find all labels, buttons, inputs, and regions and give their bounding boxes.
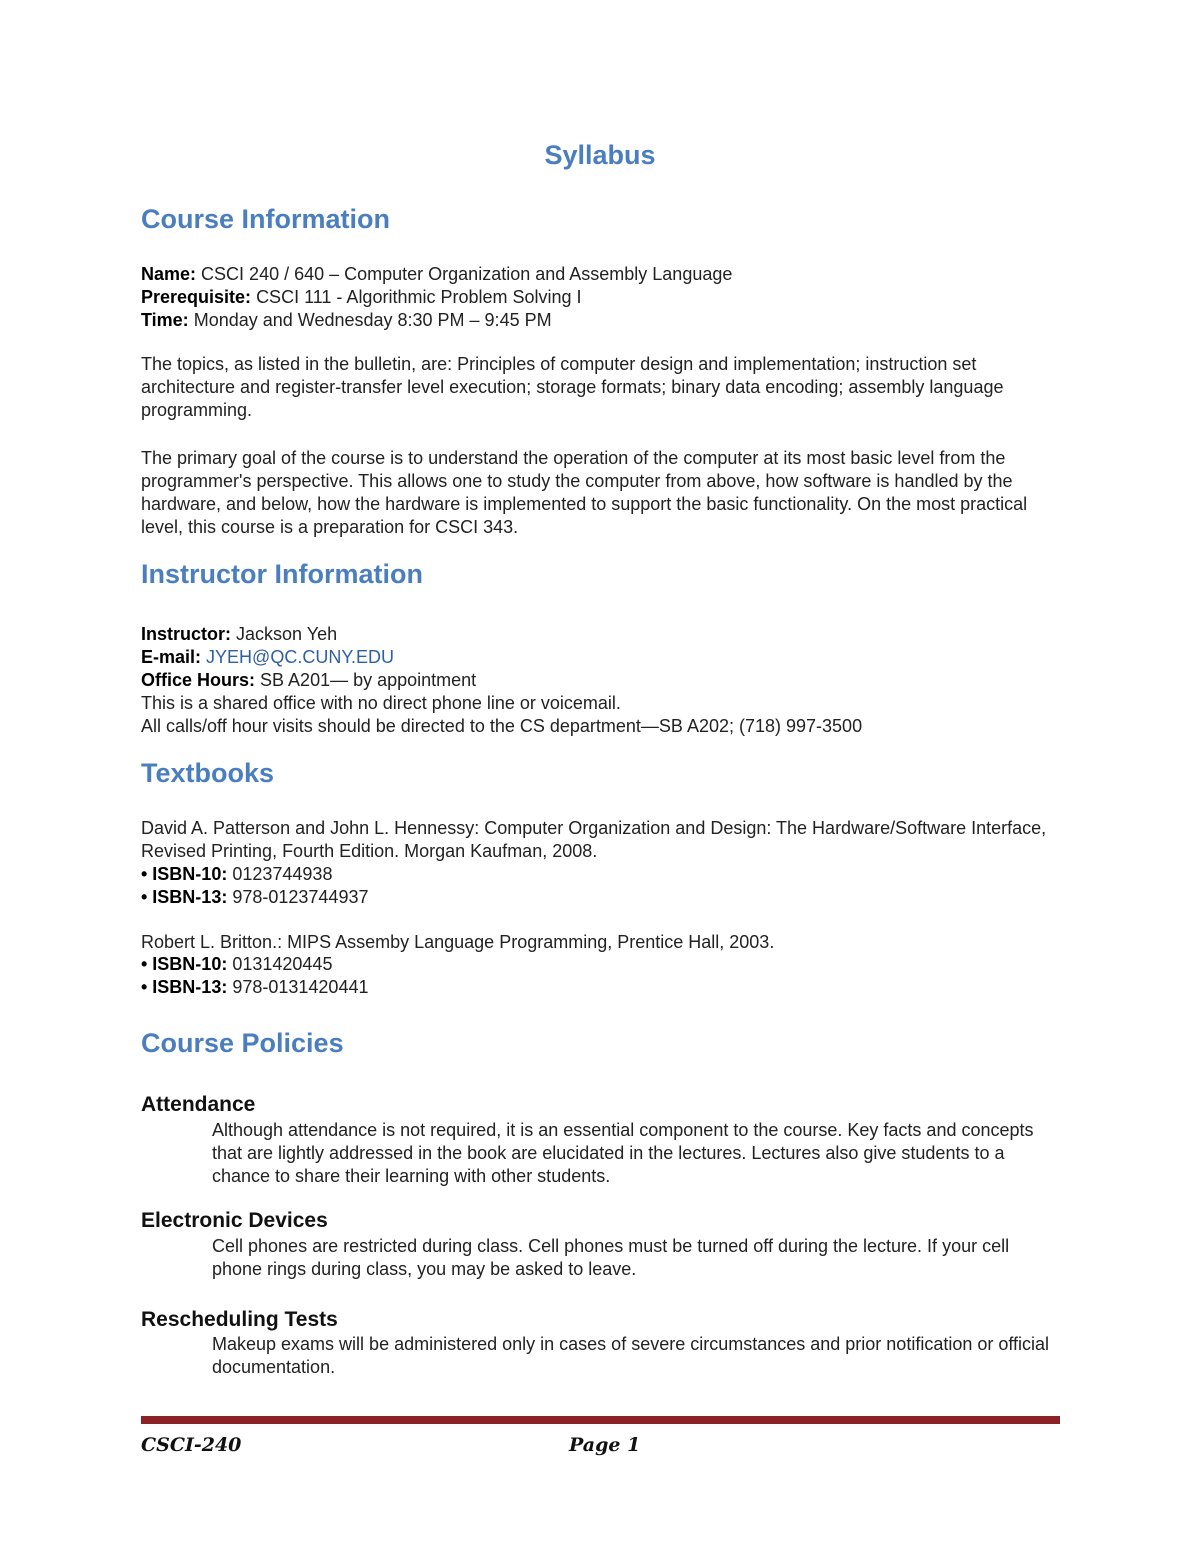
textbook-1-isbn13 <box>141 886 368 909</box>
office-note-line: This is a shared office with no direct phone line or voicemail. <box>141 693 621 713</box>
attendance-text: Although attendance is not required, it is an essential component to the course. Key facts and concepts that are lightly addressed in the book are elucidated in the lectures. Lectures also give students to a chance to share their learning with other students. <box>212 1120 1034 1186</box>
document-title: Syllabus <box>544 140 656 170</box>
footer-page-number: Page 1 <box>569 1434 641 1456</box>
course-topics-paragraph: The topics, as listed in the bulletin, are: Principles of computer design and implementation; instruction set architecture and register-transfer level execution; storage formats; binary data encoding; assembly language programming. <box>141 354 1004 420</box>
office-hours-label: Office Hours: <box>141 670 256 690</box>
course-policies-heading: Course Policies <box>141 1028 344 1058</box>
rescheduling-tests-text: Makeup exams will be administered only in cases of severe circumstances and prior notification or official documentation. <box>212 1334 1050 1377</box>
attendance-heading: Attendance <box>141 1093 256 1116</box>
course-name-value: CSCI 240 / 640 – Computer Organization and Assembly Language <box>201 264 733 284</box>
email-line <box>141 646 394 669</box>
prerequisite-line <box>141 286 582 309</box>
time-value: Monday and Wednesday 8:30 PM – 9:45 PM <box>193 310 552 330</box>
instructor-line <box>141 623 337 646</box>
footer-rule <box>141 1416 1060 1424</box>
isbn10-label: • ISBN-10: <box>141 954 228 974</box>
electronic-devices-heading: Electronic Devices <box>141 1209 328 1232</box>
textbook-2-isbn13 <box>141 976 368 999</box>
textbook-1-isbn10 <box>141 863 332 886</box>
isbn10-value: 0131420445 <box>232 954 333 974</box>
course-name-line <box>141 263 732 286</box>
prerequisite-value: CSCI 111 - Algorithmic Problem Solving I <box>256 287 582 307</box>
prerequisite-label: Prerequisite: <box>141 287 252 307</box>
office-hours-value: SB A201— by appointment <box>260 670 477 690</box>
course-goal-paragraph: The primary goal of the course is to understand the operation of the computer at its most basic level from the programmer's perspective. This allows one to study the computer from above, how software is handled by the hardware, and below, how the hardware is implemented to support the basic functionality. On the most practical level, this course is a preparation for CSCI 343. <box>141 448 1028 537</box>
instructor-value: Jackson Yeh <box>236 624 338 644</box>
isbn13-value: 978-0131420441 <box>232 977 369 997</box>
rescheduling-tests-heading: Rescheduling Tests <box>141 1308 338 1331</box>
time-label: Time: <box>141 310 189 330</box>
isbn13-label: • ISBN-13: <box>141 977 228 997</box>
isbn10-value: 0123744938 <box>232 864 333 884</box>
instructor-information-heading: Instructor Information <box>141 559 423 589</box>
instructor-label: Instructor: <box>141 624 231 644</box>
footer-course-code: CSCI-240 <box>141 1434 242 1456</box>
course-information-heading: Course Information <box>141 204 391 234</box>
email-label: E-mail: <box>141 647 202 667</box>
email-link[interactable]: JYEH@QC.CUNY.EDU <box>206 647 395 667</box>
course-name-label: Name: <box>141 264 197 284</box>
textbooks-heading: Textbooks <box>141 758 275 788</box>
office-hours-line <box>141 669 476 692</box>
time-line <box>141 309 552 332</box>
department-contact-line: All calls/off hour visits should be directed to the CS department—SB A202; (718) 997-3500 <box>141 716 863 736</box>
textbook-2-isbn10 <box>141 953 332 976</box>
electronic-devices-text: Cell phones are restricted during class. Cell phones must be turned off during the lecture. If your cell phone rings during class, you may be asked to leave. <box>212 1236 1010 1279</box>
textbook-1-citation: David A. Patterson and John L. Hennessy: Computer Organization and Design: The Hardware/Software Interface, Revised Printing, Fourth Edition. Morgan Kaufman, 2008. <box>141 818 1047 861</box>
isbn10-label: • ISBN-10: <box>141 864 228 884</box>
textbook-2-citation: Robert L. Britton.: MIPS Assemby Language Programming, Prentice Hall, 2003. <box>141 932 775 952</box>
isbn13-value: 978-0123744937 <box>232 887 369 907</box>
isbn13-label: • ISBN-13: <box>141 887 228 907</box>
